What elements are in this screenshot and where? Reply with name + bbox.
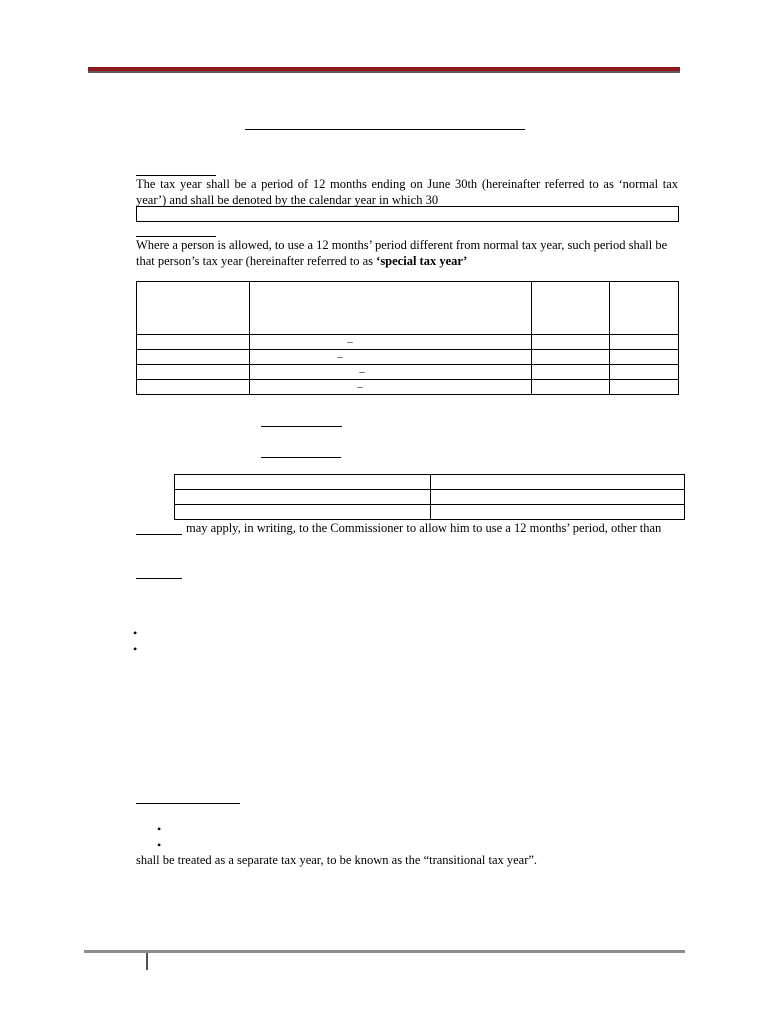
footer-bar: [84, 950, 685, 953]
title-underline: [245, 129, 525, 130]
blank-underline: [136, 534, 182, 535]
footer-page-divider: [146, 953, 148, 970]
heading-underline-5: [136, 578, 182, 579]
table-row: [175, 475, 685, 490]
table-row: [137, 350, 679, 365]
table-cell: [531, 350, 610, 365]
heading-underline-6: [136, 803, 240, 804]
paragraph-normal-tax-year: The tax year shall be a period of 12 months ending on June 30th (hereinafter referred to as ‘normal tax year’) and shall be denoted by the calendar year in which 30: [136, 177, 678, 207]
dash: –: [357, 381, 363, 393]
table-row: [175, 490, 685, 505]
empty-box: [136, 206, 679, 222]
table-cell: [430, 475, 684, 490]
heading-underline-3: [261, 426, 342, 427]
table-cell: [137, 335, 250, 350]
table-cell: [610, 380, 679, 395]
para2-line2: that person’s tax year (hereinafter referred to as: [136, 254, 377, 268]
bullet-glyph: •: [157, 822, 162, 836]
table-cell: [175, 490, 431, 505]
table-cell: [175, 475, 431, 490]
header-bar-shadow: [88, 71, 680, 73]
bullet-glyph: •: [133, 642, 138, 656]
para2-bold-term: ‘special tax year’: [376, 254, 468, 268]
table-row: [137, 335, 679, 350]
paragraph-apply-commissioner: may apply, in writing, to the Commissioner to allow him to use a 12 months’ period, other than: [186, 521, 662, 535]
table-cell: [531, 282, 610, 335]
table-cell: [610, 350, 679, 365]
dash: –: [359, 366, 365, 378]
table-cell: [137, 380, 250, 395]
table-cell: [249, 335, 531, 350]
table-cell: [430, 490, 684, 505]
bullet-glyph: •: [133, 626, 138, 640]
paragraph-special-tax-year: [136, 237, 678, 269]
table-cell: [610, 365, 679, 380]
table-cell: [531, 335, 610, 350]
table-cell: [610, 282, 679, 335]
paragraph-transitional-tax-year: shall be treated as a separate tax year, to be known as the “transitional tax year”.: [136, 853, 538, 867]
para2-line1: Where a person is allowed, to use a 12 months’ period different from normal tax year, such period shall be: [136, 238, 668, 252]
table-cell: [249, 365, 531, 380]
heading-underline-4: [261, 457, 341, 458]
table-row: [175, 505, 685, 520]
dash: –: [337, 351, 343, 363]
dash: –: [347, 336, 353, 348]
table-row: [137, 380, 679, 395]
table-cell: [531, 365, 610, 380]
table-cell: [249, 350, 531, 365]
table-header-row: [137, 282, 679, 335]
table-cell: [175, 505, 431, 520]
table-cell: [137, 282, 250, 335]
tax-year-table: [136, 281, 679, 395]
table-cell: [249, 282, 531, 335]
table-cell: [531, 380, 610, 395]
table-cell: [430, 505, 684, 520]
table-row: [137, 365, 679, 380]
table-cell: [249, 380, 531, 395]
bullet-glyph: •: [157, 838, 162, 852]
two-column-table: [174, 474, 685, 520]
table-cell: [137, 350, 250, 365]
table-cell: [610, 335, 679, 350]
table-cell: [137, 365, 250, 380]
